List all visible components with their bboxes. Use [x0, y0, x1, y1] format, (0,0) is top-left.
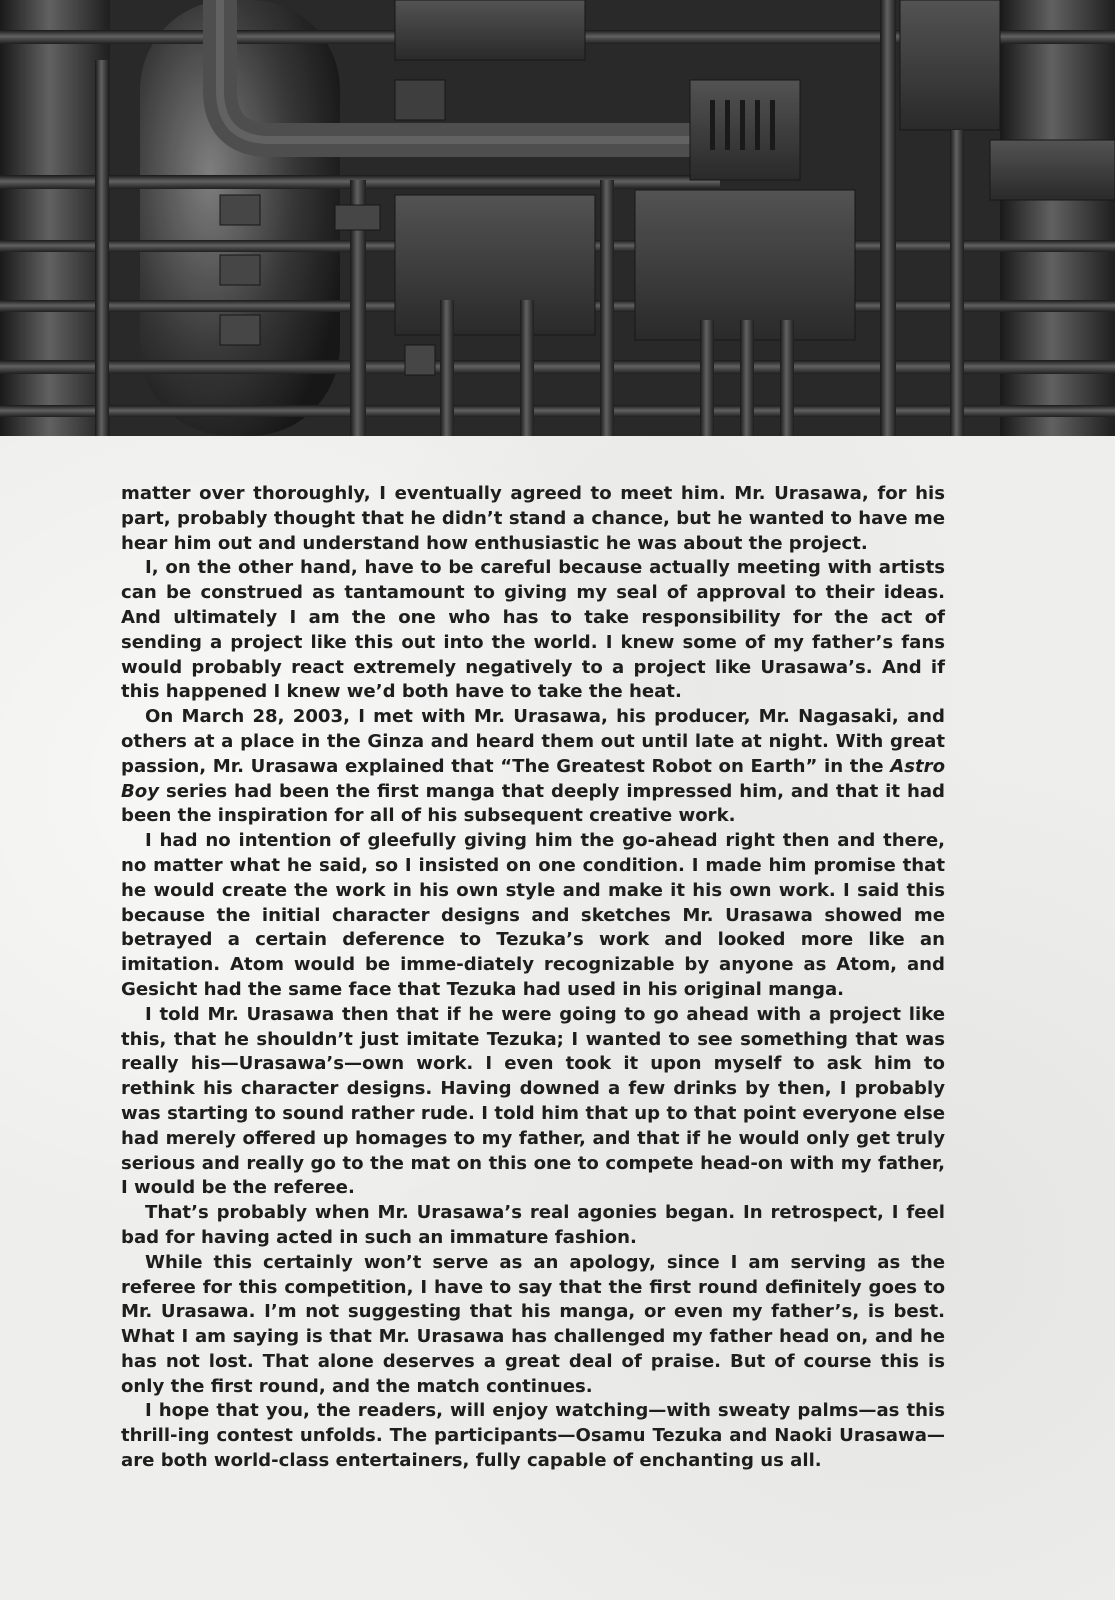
book-title: Astro Boy: [121, 755, 945, 802]
paragraph-text: On March 28, 2003, I met with Mr. Urasawa, his producer, Mr. Nagasaki, and others at a place in the Ginza and heard them out until late at night. With great passion, Mr. Urasawa explained that “The Greatest Robot on Earth” in the: [121, 706, 945, 777]
paragraph: That’s probably when Mr. Urasawa’s real agonies began. In retrospect, I feel bad for having acted in such an immature fashion.: [121, 1202, 945, 1248]
paragraph: I hope that you, the readers, will enjoy watching—with sweaty palms—as this thrill-ing contest unfolds. The participants—Osamu Tezuka and Naoki Urasawa—are both world-class entertainers, fully capable of enchanting us all.: [121, 1400, 945, 1472]
paragraph: [121, 705, 945, 829]
article-body: [121, 482, 945, 1474]
paragraph: I had no intention of gleefully giving him the go-ahead right then and there, no matter what he said, so I insisted on one condition. I made him promise that he would create the work in his own style and make it his own work. I said this because the initial character designs and sketches Mr. Urasawa showed me betrayed a certain deference to Tezuka’s work and looked more like an imitation. Atom would be imme-diately recognizable by anyone as Atom, and Gesicht had the same face that Tezuka had used in his original manga.: [121, 830, 945, 1000]
paragraph: matter over thoroughly, I eventually agreed to meet him. Mr. Urasawa, for his part, probably thought that he didn’t stand a chance, but he wanted to have me hear him out and understand how enthusiastic he was about the project.: [121, 483, 945, 554]
paragraph: I told Mr. Urasawa then that if he were going to go ahead with a project like this, that he shouldn’t just imitate Tezuka; I wanted to see something that was really his—Urasawa’s—own work. I even took it upon myself to ask him to rethink his character designs. Having downed a few drinks by then, I probably was starting to sound rather rude. I told him that up to that point everyone else had merely offered up homages to my father, and that if he would only get truly serious and really go to the mat on this one to compete head-on with my father, I would be the referee.: [121, 1003, 945, 1199]
paragraph: While this certainly won’t serve as an apology, since I am serving as the referee for this competition, I have to say that the first round definitely goes to Mr. Urasawa. I’m not suggesting that his manga, or even my father’s, is best. What I am saying is that Mr. Urasawa has challenged my father head on, and he has not lost. That alone deserves a great deal of praise. But of course this is only the first round, and the match continues.: [121, 1251, 945, 1397]
paragraph: I, on the other hand, have to be careful because actually meeting with artists can be construed as tantamount to giving my seal of approval to their ideas. And ultimately I am the one who has to take responsibility for the act of sending a project like this out into the world. I knew some of my father’s fans would probably react extremely negatively to a project like Urasawa’s. And if this happened I knew we’d both have to take the heat.: [121, 557, 945, 703]
paragraph-text: series had been the first manga that deeply impressed him, and that it had been the inspiration for all of his subsequent creative work.: [121, 780, 945, 827]
machinery-banner-image: [0, 0, 1115, 436]
